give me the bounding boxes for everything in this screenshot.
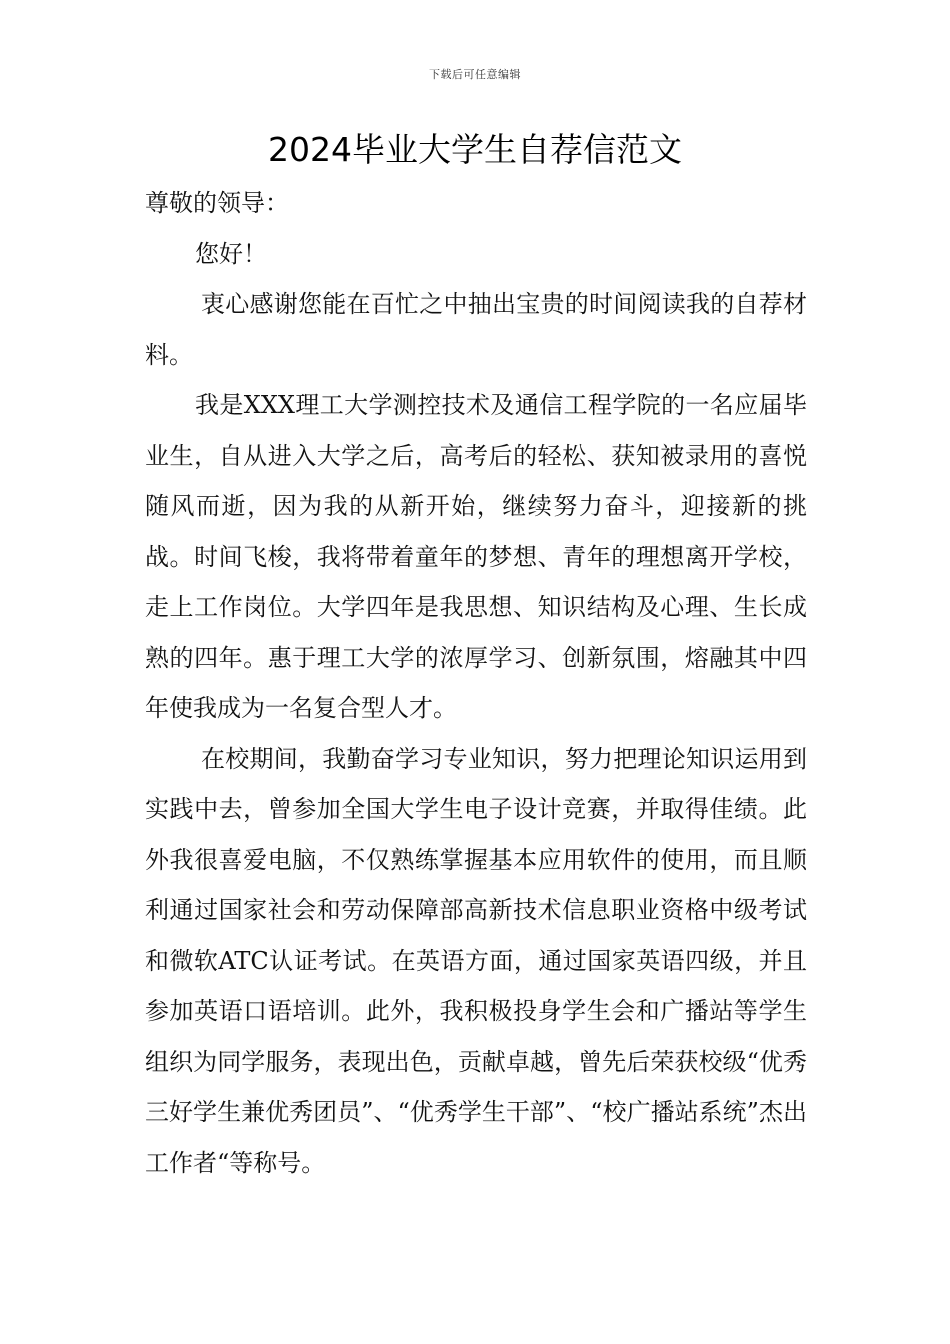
paragraph-achievements: 在校期间，我勤奋学习专业知识，努力把理论知识运用到实践中去，曾参加全国大学生电子设计竞赛，并取得佳绩。此外我很喜爱电脑，不仅熟练掌握基本应用软件的使用，而且顺利通过国家社会和劳动保障部高新技术信息职业资格中级考试和微软ATC认证考试。在英语方面，通过国家英语四级，并且参加英语口语培训。此外，我积极投身学生会和广播站等学生组织为同学服务，表现出色，贡献卓越，曾先后荣获校级“优秀三好学生兼优秀团员”、“优秀学生干部”、“校广播站系统”杰出工作者“等称号。 [145,744,807,1177]
salutation: 尊敬的领导： [145,189,289,217]
letter-body [145,178,807,1188]
header-note: 下载后可任意编辑 [429,68,521,81]
document-title: 2024毕业大学生自荐信范文 [268,130,682,169]
paragraph-thanks: 衷心感谢您能在百忙之中抽出宝贵的时间阅读我的自荐材料。 [145,290,807,369]
paragraph-introduction: 我是XXX理工大学测控技术及通信工程学院的一名应届毕业生，自从进入大学之后，高考后的轻松、获知被录用的喜悦随风而逝，因为我的从新开始，继续努力奋斗，迎接新的挑战。时间飞梭，我将带着童年的梦想、青年的理想离开学校，走上工作岗位。大学四年是我思想、知识结构及心理、生长成熟的四年。惠于理工大学的浓厚学习、创新氛围，熔融其中四年使我成为一名复合型人才。 [145,391,807,722]
greeting: 您好！ [195,239,267,268]
